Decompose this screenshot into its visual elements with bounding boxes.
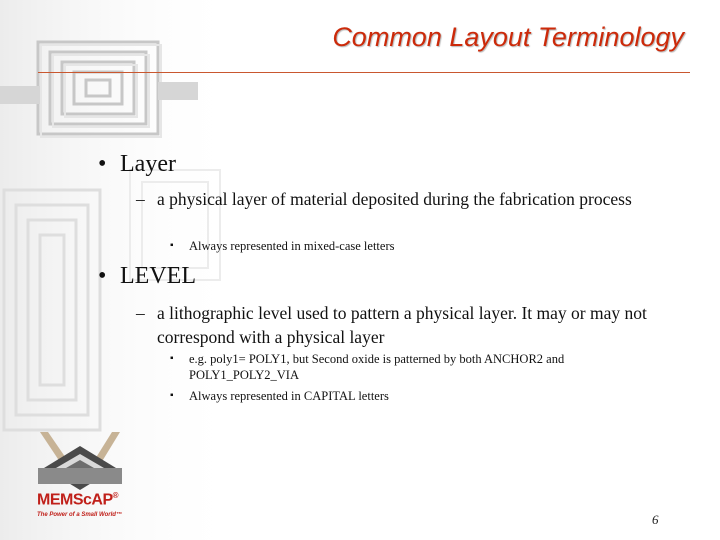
sub-bullet-level-definition: [136, 301, 696, 349]
small-bullet-glyph: ▪: [170, 390, 174, 401]
small-bullet-glyph: ▪: [170, 240, 174, 251]
bullet-label: Layer: [120, 151, 176, 177]
detail-item-capital: [170, 388, 630, 404]
slide-title: Common Layout Terminology: [332, 22, 684, 52]
bullet-label: LEVEL: [120, 263, 196, 289]
detail-text: Always represented in mixed-case letters: [189, 239, 395, 253]
dash-glyph: –: [136, 189, 145, 209]
page-number: 6: [652, 512, 659, 527]
sub-bullet-text: a physical layer of material deposited during the fabrication process: [157, 189, 632, 209]
detail-item-example: [170, 351, 630, 383]
detail-text: Always represented in CAPITAL letters: [189, 389, 389, 403]
brand-name: MEMScAP®: [37, 491, 119, 509]
bullet-glyph: •: [98, 263, 107, 289]
detail-item-layer: [170, 238, 630, 254]
detail-text: e.g. poly1= POLY1, but Second oxide is patterned by both ANCHOR2 and POLY1_POLY2_VIA: [189, 352, 565, 382]
bullet-level: [98, 263, 196, 290]
registered-mark: ®: [112, 491, 119, 500]
bullet-layer: [98, 151, 176, 178]
dash-glyph: –: [136, 303, 145, 323]
sub-bullet-text: a lithographic level used to pattern a physical layer. It may or may not correspond with a physical layer: [157, 303, 647, 347]
bullet-glyph: •: [98, 151, 107, 177]
sub-bullet-layer-definition: [136, 187, 696, 211]
brand-tagline: The Power of a Small World™: [37, 512, 122, 518]
small-bullet-glyph: ▪: [170, 353, 174, 364]
